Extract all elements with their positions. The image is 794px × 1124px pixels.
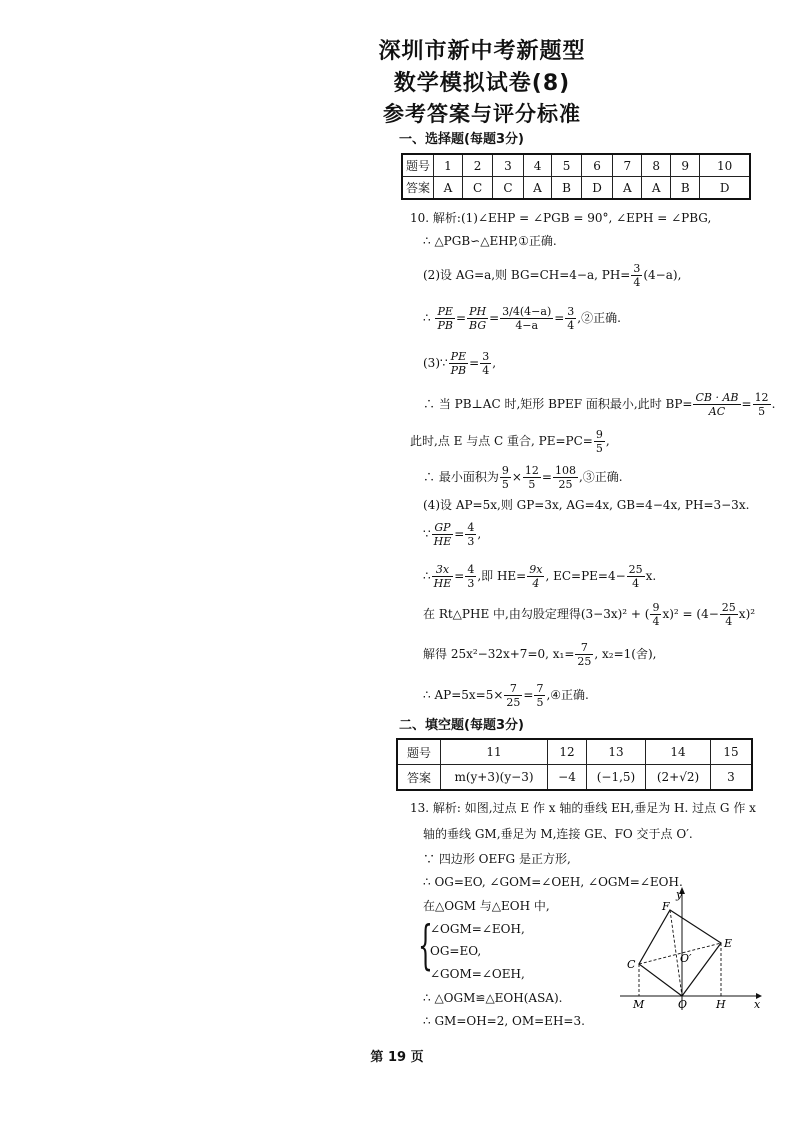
denominator: 4 bbox=[725, 615, 733, 628]
q13-brace-line-1: ∠OGM=∠EOH, bbox=[430, 922, 525, 936]
fraction bbox=[467, 305, 488, 332]
numerator: 25 bbox=[628, 563, 643, 576]
text: ∵ bbox=[423, 527, 431, 541]
fraction bbox=[534, 682, 545, 709]
text: 解得 25x²−32x+7=0, x₁= bbox=[423, 647, 575, 661]
fraction bbox=[449, 350, 469, 377]
table-cell: A bbox=[434, 177, 463, 200]
text: × bbox=[511, 470, 522, 484]
label-m: M bbox=[633, 998, 645, 1011]
table-cell: D bbox=[581, 177, 613, 200]
q13-line-1: 13. 解析: 如图,过点 E 作 x 轴的垂线 EH,垂足为 H. 过点 G 作 x bbox=[410, 801, 756, 815]
q10-line-8 bbox=[423, 464, 623, 491]
denominator: 4−a bbox=[515, 319, 539, 332]
table-cell: 14 bbox=[646, 739, 711, 765]
table-cell: A bbox=[523, 177, 552, 200]
page-number: 第 19 页 bbox=[370, 1050, 424, 1065]
fraction bbox=[480, 350, 491, 377]
section-1-heading: 一、选择题(每题3分) bbox=[399, 132, 524, 147]
q13-brace-line-2: OG=EO, bbox=[430, 944, 482, 958]
numerator: 9x bbox=[529, 563, 543, 576]
denominator: BG bbox=[469, 319, 487, 332]
text: x)² bbox=[738, 607, 756, 621]
text: = bbox=[469, 356, 480, 370]
text: (3)∵ bbox=[423, 356, 448, 370]
text: 在 Rt△PHE 中,由勾股定理得(3−3x)² + ( bbox=[423, 607, 650, 621]
fraction bbox=[553, 464, 578, 491]
table-cell: C bbox=[493, 177, 523, 200]
numerator: GP bbox=[432, 521, 454, 535]
section-2-heading: 二、填空题(每题3分) bbox=[399, 718, 524, 733]
fraction bbox=[465, 521, 476, 548]
text: ,③正确. bbox=[578, 470, 623, 484]
table-cell: 7 bbox=[613, 154, 642, 177]
denominator: 5 bbox=[595, 442, 603, 455]
table-row bbox=[397, 765, 752, 791]
text: 此时,点 E 与点 C 重合, PE=PC= bbox=[410, 434, 593, 448]
table-cell: 2 bbox=[462, 154, 492, 177]
numerator: 25 bbox=[721, 601, 736, 614]
geometry-figure bbox=[614, 882, 764, 1012]
fraction bbox=[500, 305, 553, 332]
table-cell: C bbox=[462, 177, 492, 200]
row-label: 题号 bbox=[402, 154, 434, 177]
fraction bbox=[435, 305, 455, 332]
text: (2)设 AG=a,则 BG=CH=4−a, PH= bbox=[423, 268, 631, 282]
q10-line-2: ∴ △PGB∽△EHP,①正确. bbox=[423, 234, 557, 248]
text: = bbox=[554, 311, 565, 325]
text: ∴ bbox=[423, 311, 431, 325]
text: = bbox=[741, 397, 752, 411]
table-cell: 6 bbox=[581, 154, 613, 177]
text: = bbox=[455, 311, 467, 325]
table-cell: 3 bbox=[711, 765, 753, 791]
text: (4−a), bbox=[643, 268, 682, 282]
table-cell: −4 bbox=[548, 765, 587, 791]
denominator: 25 bbox=[558, 478, 573, 491]
table-cell: A bbox=[613, 177, 642, 200]
q13-line-3: ∵ 四边形 OEFG 是正方形, bbox=[423, 852, 571, 866]
table-cell: 4 bbox=[523, 154, 552, 177]
q13-line-6: ∴ △OGM≌△EOH(ASA). bbox=[423, 991, 563, 1005]
label-o-prime: O′ bbox=[680, 952, 692, 965]
table-row bbox=[402, 177, 750, 200]
label-f: F bbox=[662, 900, 670, 913]
denominator: 5 bbox=[528, 478, 536, 491]
text: = bbox=[454, 527, 465, 541]
numerator: 3 bbox=[633, 262, 641, 275]
denominator: PB bbox=[450, 364, 467, 377]
q10-line-13 bbox=[423, 641, 656, 668]
numerator: 9 bbox=[501, 464, 509, 477]
fraction bbox=[432, 563, 454, 590]
fraction bbox=[565, 305, 576, 332]
q13-line-4: ∴ OG=EO, ∠GOM=∠OEH, ∠OGM=∠EOH. bbox=[423, 875, 683, 889]
numerator: 12 bbox=[524, 464, 539, 477]
q10-line-10 bbox=[423, 521, 481, 548]
table-cell: m(y+3)(y−3) bbox=[441, 765, 548, 791]
table-cell: 15 bbox=[711, 739, 753, 765]
doc-title-line-1: 深圳市新中考新题型 bbox=[378, 39, 586, 64]
numerator: 3/4(4−a) bbox=[502, 305, 552, 318]
denominator: 25 bbox=[506, 696, 521, 709]
denominator: 4 bbox=[532, 577, 540, 590]
row-label: 题号 bbox=[397, 739, 441, 765]
denominator: 4 bbox=[633, 276, 641, 289]
table-cell: D bbox=[700, 177, 750, 200]
label-o: O bbox=[678, 998, 688, 1011]
label-e: E bbox=[724, 937, 733, 950]
doc-title-line-2: 数学模拟试卷(8) bbox=[393, 71, 571, 96]
table-cell: A bbox=[642, 177, 671, 200]
row-label: 答案 bbox=[397, 765, 441, 791]
numerator: 108 bbox=[554, 464, 576, 477]
table-cell: 13 bbox=[587, 739, 646, 765]
text: ∴ bbox=[423, 569, 431, 583]
text: ,即 HE= bbox=[477, 569, 527, 583]
q10-line-7 bbox=[410, 428, 610, 455]
numerator: PH bbox=[467, 305, 488, 319]
fraction bbox=[432, 521, 454, 548]
denominator: 3 bbox=[467, 535, 475, 548]
numerator: 4 bbox=[467, 563, 475, 576]
table-cell: (2+√2) bbox=[646, 765, 711, 791]
denominator: 5 bbox=[758, 405, 766, 418]
numerator: 7 bbox=[575, 641, 593, 655]
label-c: C bbox=[627, 958, 636, 971]
table-cell: 1 bbox=[434, 154, 463, 177]
table-cell: 3 bbox=[493, 154, 523, 177]
text: ,②正确. bbox=[577, 311, 621, 325]
choice-answer-table bbox=[401, 153, 751, 200]
label-h: H bbox=[716, 998, 726, 1011]
label-y: y bbox=[676, 888, 683, 901]
fraction bbox=[504, 682, 522, 709]
fraction bbox=[523, 464, 541, 491]
q13-brace-line-3: ∠GOM=∠OEH, bbox=[430, 967, 525, 981]
table-cell: 11 bbox=[441, 739, 548, 765]
q13-line-7: ∴ GM=OH=2, OM=EH=3. bbox=[423, 1014, 585, 1028]
denominator: 4 bbox=[632, 577, 640, 590]
fraction bbox=[527, 563, 544, 590]
fraction bbox=[465, 563, 476, 590]
text: = bbox=[489, 311, 500, 325]
numerator: 12 bbox=[754, 391, 769, 404]
table-cell: 12 bbox=[548, 739, 587, 765]
text: , bbox=[492, 356, 497, 370]
q10-line-11 bbox=[423, 563, 656, 590]
denominator: HE bbox=[433, 577, 452, 590]
denominator: PB bbox=[437, 319, 453, 332]
doc-title-line-3: 参考答案与评分标准 bbox=[383, 102, 581, 126]
q10-line-12 bbox=[423, 601, 755, 628]
text: , EC=PE=4− bbox=[545, 569, 626, 583]
denominator: 3 bbox=[467, 577, 475, 590]
numerator: 7 bbox=[504, 682, 522, 696]
denominator: 4 bbox=[567, 319, 575, 332]
text: , bbox=[477, 527, 482, 541]
numerator: CB · AB bbox=[695, 391, 739, 404]
q10-line-5 bbox=[423, 350, 496, 377]
q10-line-4 bbox=[423, 305, 621, 332]
numerator: 3x bbox=[432, 563, 454, 577]
fraction bbox=[753, 391, 771, 418]
numerator: PE bbox=[449, 350, 469, 364]
table-cell: 9 bbox=[671, 154, 700, 177]
q10-line-14 bbox=[423, 682, 589, 709]
text: = bbox=[454, 569, 465, 583]
denominator: 4 bbox=[482, 364, 490, 377]
text: x. bbox=[645, 569, 657, 583]
denominator: 5 bbox=[536, 696, 544, 709]
table-cell: B bbox=[671, 177, 700, 200]
fraction bbox=[594, 428, 605, 455]
numerator: 9 bbox=[652, 601, 660, 614]
text: , bbox=[605, 434, 610, 448]
text: = bbox=[541, 470, 552, 484]
denominator: 25 bbox=[577, 655, 592, 668]
q10-line-1: 10. 解析:(1)∠EHP = ∠PGB = 90°, ∠EPH = ∠PBG, bbox=[410, 211, 712, 225]
table-row bbox=[397, 739, 752, 765]
fraction bbox=[650, 601, 661, 628]
denominator: 5 bbox=[501, 478, 509, 491]
text: ∴ AP=5x=5× bbox=[423, 688, 504, 702]
q10-line-6 bbox=[423, 391, 775, 418]
text: x)² = (4− bbox=[662, 607, 719, 621]
fraction bbox=[720, 601, 738, 628]
text: ∴ 最小面积为 bbox=[423, 470, 499, 484]
q10-line-3 bbox=[423, 262, 681, 289]
text: , x₂=1(舍), bbox=[594, 647, 657, 661]
table-cell: 5 bbox=[552, 154, 581, 177]
table-cell: (−1,5) bbox=[587, 765, 646, 791]
table-cell: 10 bbox=[700, 154, 750, 177]
denominator: 4 bbox=[652, 615, 660, 628]
brace: { bbox=[418, 916, 433, 976]
numerator: PE bbox=[435, 305, 455, 319]
fraction bbox=[627, 563, 645, 590]
table-row bbox=[402, 154, 750, 177]
numerator: 3 bbox=[567, 305, 575, 318]
denominator: AC bbox=[708, 405, 726, 418]
numerator: 7 bbox=[536, 682, 544, 695]
fraction bbox=[631, 262, 642, 289]
row-label: 答案 bbox=[402, 177, 434, 200]
q13-line-5: 在△OGM 与△EOH 中, bbox=[423, 899, 550, 913]
text: ,④正确. bbox=[546, 688, 589, 702]
numerator: 3 bbox=[482, 350, 490, 363]
fraction bbox=[575, 641, 593, 668]
text: = bbox=[523, 688, 534, 702]
denominator: HE bbox=[433, 535, 452, 548]
text: ∴ 当 PB⊥AC 时,矩形 BPEF 面积最小,此时 BP= bbox=[423, 397, 693, 411]
fraction bbox=[693, 391, 740, 418]
fill-answer-table bbox=[396, 738, 753, 791]
label-x: x bbox=[754, 998, 761, 1011]
q13-line-2: 轴的垂线 GM,垂足为 M,连接 GE、FO 交于点 O′. bbox=[423, 827, 693, 841]
text: . bbox=[771, 397, 776, 411]
fraction bbox=[500, 464, 511, 491]
numerator: 4 bbox=[467, 521, 475, 534]
table-cell: 8 bbox=[642, 154, 671, 177]
table-cell: B bbox=[552, 177, 581, 200]
numerator: 9 bbox=[595, 428, 603, 441]
q10-line-9: (4)设 AP=5x,则 GP=3x, AG=4x, GB=4−4x, PH=3−3x. bbox=[423, 498, 750, 512]
